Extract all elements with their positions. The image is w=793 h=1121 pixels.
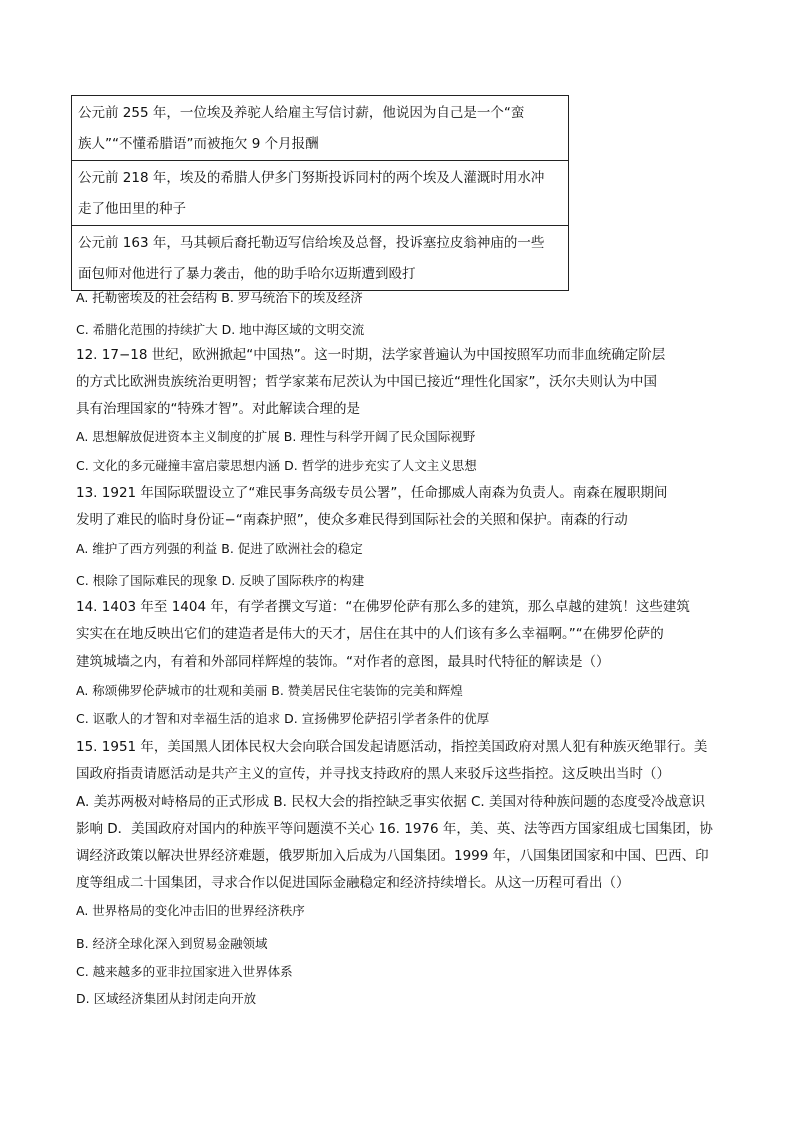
q16-option-a: A. 世界格局的变化冲击旧的世界经济秩序 <box>76 903 305 918</box>
q15-options-line: A. 美苏两极对峙格局的正式形成 B. 民权大会的指控缺乏事实依据 C. 美国对待种族问题的态度受冷战意识 <box>76 794 706 810</box>
q14-options-cd: C. 讴歌人的才智和对幸福生活的追求 D. 宣扬佛罗伦萨招引学者条件的优厚 <box>76 711 490 726</box>
cell-line: 走了他田里的种子 <box>78 201 186 217</box>
q14-stem-line: 实实在在地反映出它们的建造者是伟大的天才，居住在其中的人们该有多么幸福啊。”“在佛罗伦萨的 <box>76 626 664 642</box>
q12-options-ab: A. 思想解放促进资本主义制度的扩展 B. 理性与科学开阔了民众国际视野 <box>76 429 476 444</box>
q13-options-ab: A. 维护了西方列强的利益 B. 促进了欧洲社会的稳定 <box>76 541 363 556</box>
table-row <box>72 161 569 226</box>
q16-option-b: B. 经济全球化深入到贸易金融领域 <box>76 936 268 951</box>
cell-line: 公元前 218 年，埃及的希腊人伊多门努斯投诉同村的两个埃及人灌溉时用水冲 <box>78 170 545 186</box>
source-table <box>71 95 569 291</box>
cell-line: 公元前 163 年，马其顿后裔托勒迈写信给埃及总督，投诉塞拉皮翁神庙的一些 <box>78 235 545 251</box>
table-cell <box>72 96 569 161</box>
table-row <box>72 226 569 291</box>
q11-options-ab: A. 托勒密埃及的社会结构 B. 罗马统治下的埃及经济 <box>76 290 363 305</box>
q12-options-cd: C. 文化的多元碰撞丰富启蒙思想内涵 D. 哲学的进步充实了人文主义思想 <box>76 458 477 473</box>
q16-stem-line: 度等组成二十国集团，寻求合作以促进国际金融稳定和经济持续增长。从这一历程可看出（） <box>76 875 630 891</box>
q15-options-line: 影响 D．美国政府对国内的种族平等问题漠不关心 16. 1976 年，美、英、法等西方国家组成七国集团，协 <box>76 821 713 837</box>
table-cell <box>72 226 569 291</box>
q14-stem-line: 14. 1403 年至 1404 年，有学者撰文写道：“在佛罗伦萨有那么多的建筑，那么卓越的建筑！这些建筑 <box>76 599 690 615</box>
q16-option-c: C. 越来越多的亚非拉国家进入世界体系 <box>76 964 293 979</box>
cell-line: 族人”“不懂希腊语”而被拖欠 9 个月报酬 <box>78 136 319 152</box>
q16-option-d: D. 区域经济集团从封闭走向开放 <box>76 991 257 1006</box>
table-cell <box>72 161 569 226</box>
q13-options-cd: C. 根除了国际难民的现象 D. 反映了国际秩序的构建 <box>76 573 365 588</box>
q12-stem-line: 的方式比欧洲贵族统治更明智；哲学家莱布尼茨认为中国已接近“理性化国家”，沃尔夫则认为中国 <box>76 374 657 390</box>
q12-stem-line: 12. 17−18 世纪，欧洲掀起“中国热”。这一时期，法学家普遍认为中国按照军功而非血统确定阶层 <box>76 347 666 363</box>
q14-stem-line: 建筑城墙之内，有着和外部同样辉煌的装饰。“对作者的意图，最具时代特征的解读是（） <box>76 654 610 670</box>
table-row <box>72 96 569 161</box>
q13-stem-line: 发明了难民的临时身份证−“南森护照”，使众多难民得到国际社会的关照和保护。南森的行动 <box>76 512 628 528</box>
q16-stem-line: 调经济政策以解决世界经济难题，俄罗斯加入后成为八国集团。1999 年，八国集团国家和中国、巴西、印 <box>76 848 709 864</box>
cell-line: 公元前 255 年，一位埃及养驼人给雇主写信讨薪，他说因为自己是一个“蛮 <box>78 105 525 121</box>
cell-line: 面包师对他进行了暴力袭击，他的助手哈尔迈斯遭到殴打 <box>78 266 416 282</box>
q13-stem-line: 13. 1921 年国际联盟设立了“难民事务高级专员公署”，任命挪威人南森为负责人。南森在履职期间 <box>76 485 668 501</box>
q15-stem-line: 15. 1951 年，美国黑人团体民权大会向联合国发起请愿活动，指控美国政府对黑人犯有种族灭绝罪行。美 <box>76 739 708 755</box>
q12-stem-line: 具有治理国家的“特殊才智”。对此解读合理的是 <box>76 401 360 417</box>
q11-options-cd: C. 希腊化范围的持续扩大 D. 地中海区域的文明交流 <box>76 322 365 337</box>
q15-stem-line: 国政府指责请愿活动是共产主义的宣传，并寻找支持政府的黑人来驳斥这些指控。这反映出当时（） <box>76 766 670 782</box>
q14-options-ab: A. 称颂佛罗伦萨城市的壮观和美丽 B. 赞美居民住宅装饰的完美和辉煌 <box>76 683 463 698</box>
